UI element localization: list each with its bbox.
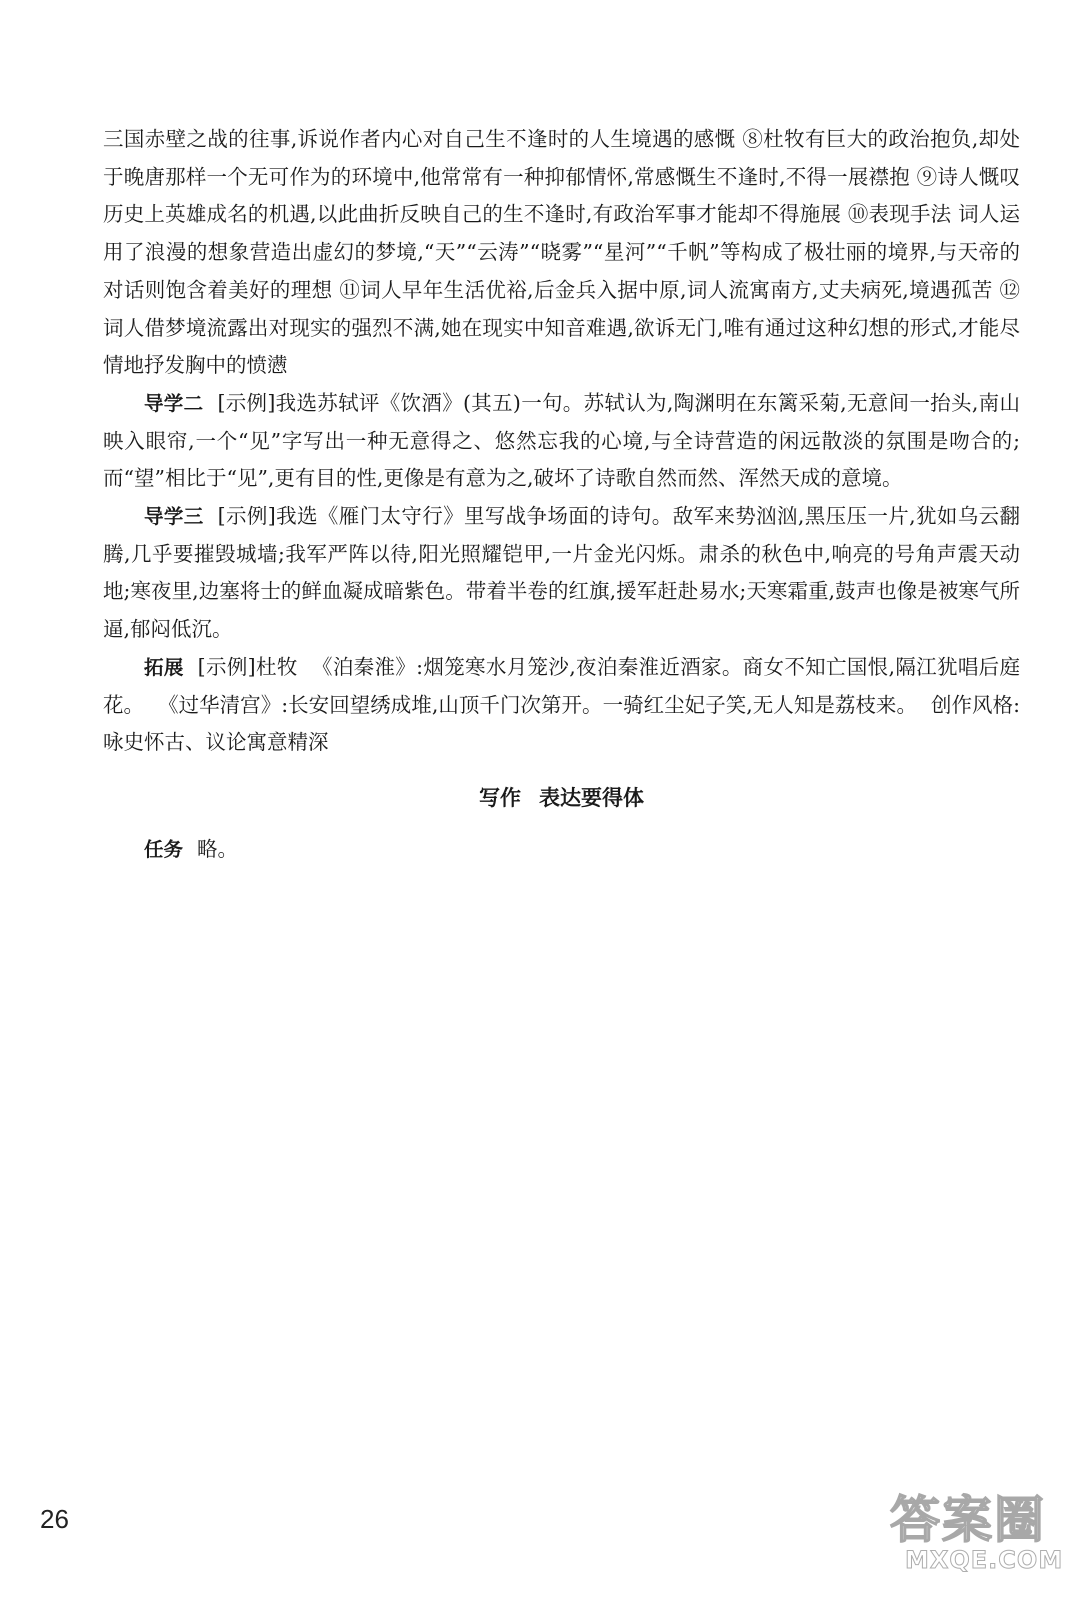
writing-heading-left: 写作 bbox=[479, 785, 521, 810]
extension-example-author: [示例]杜牧 bbox=[197, 654, 298, 679]
extension-style: 创作风格:咏史怀古、议论寓意精深 bbox=[103, 692, 1021, 755]
section-text-daoxue-3: [示例]我选《雁门太守行》里写战争场面的诗句。敌军来势汹汹,黑压压一片,犹如乌云翻腾,几乎要摧毁城墙;我军严阵以待,阳光照耀铠甲,一片金光闪烁。肃杀的秋色中,响亮的号角声震天动地;寒夜里,边塞将士的鲜血凝成暗紫色。带着半卷的红旗,援军赶赴易水;天寒霜重,鼓声也像是被寒气所逼,郁闷低沉。 bbox=[103, 504, 1020, 642]
section-label-daoxue-3: 导学三 bbox=[144, 505, 204, 529]
section-daoxue-2 bbox=[103, 385, 1020, 498]
task-label: 任务 bbox=[144, 837, 184, 861]
watermark-logo-top: 答案圈 bbox=[890, 1491, 1046, 1549]
section-label-daoxue-2: 导学二 bbox=[144, 391, 204, 415]
section-daoxue-3 bbox=[103, 498, 1020, 649]
watermark-logo-bottom: MXQE.COM bbox=[905, 1546, 1064, 1574]
extension-poem-2: 《过华清宫》:长安回望绣成堆,山顶千门次第开。一骑红尘妃子笑,无人知是荔枝来。 bbox=[158, 692, 917, 717]
page-content bbox=[103, 121, 1020, 869]
section-text-daoxue-2: [示例]我选苏轼评《饮酒》(其五)一句。苏轼认为,陶渊明在东篱采菊,无意间一抬头,南山映入眼帘,一个“见”字写出一种无意得之、悠然忘我的心境,与全诗营造的闲远散淡的氛围是吻合的;而“望”相比于“见”,更有目的性,更像是有意为之,破坏了诗歌自然而然、浑然天成的意境。 bbox=[103, 390, 1020, 491]
writing-heading bbox=[103, 780, 1020, 817]
answer-paragraph-continued: 三国赤壁之战的往事,诉说作者内心对自己生不逢时的人生境遇的感慨 ⑧杜牧有巨大的政治抱负,却处于晚唐那样一个无可作为的环境中,他常常有一种抑郁情怀,常感慨生不逢时,不得一展襟抱 ⑨诗人慨叹历史上英雄成名的机遇,以此曲折反映自己的生不逢时,有政治军事才能却不得施展 ⑩表现手法 词人运用了浪漫的想象营造出虚幻的梦境,“天”“云涛”“晓雾”“星河”“千帆”等构成了极壮丽的境界,与天帝的对话则饱含着美好的理想 ⑪词人早年生活优裕,后金兵入据中原,词人流寓南方,丈夫病死,境遇孤苦 ⑫词人借梦境流露出对现实的强烈不满,她在现实中知音难遇,欲诉无门,唯有通过这种幻想的形式,才能尽情地抒发胸中的愤懑 bbox=[103, 127, 1020, 378]
writing-heading-right: 表达要得体 bbox=[539, 785, 644, 810]
section-extension bbox=[103, 649, 1020, 762]
task-text: 略。 bbox=[197, 836, 239, 861]
page-number: 26 bbox=[40, 1504, 69, 1534]
extension-poem-1: 《泊秦淮》:烟笼寒水月笼沙,夜泊秦淮近酒家。商女不知亡国恨,隔江犹唱后庭花。 bbox=[103, 654, 1020, 717]
watermark-logo bbox=[860, 1480, 1070, 1590]
section-label-extension: 拓展 bbox=[144, 655, 184, 679]
writing-task bbox=[103, 831, 1020, 869]
